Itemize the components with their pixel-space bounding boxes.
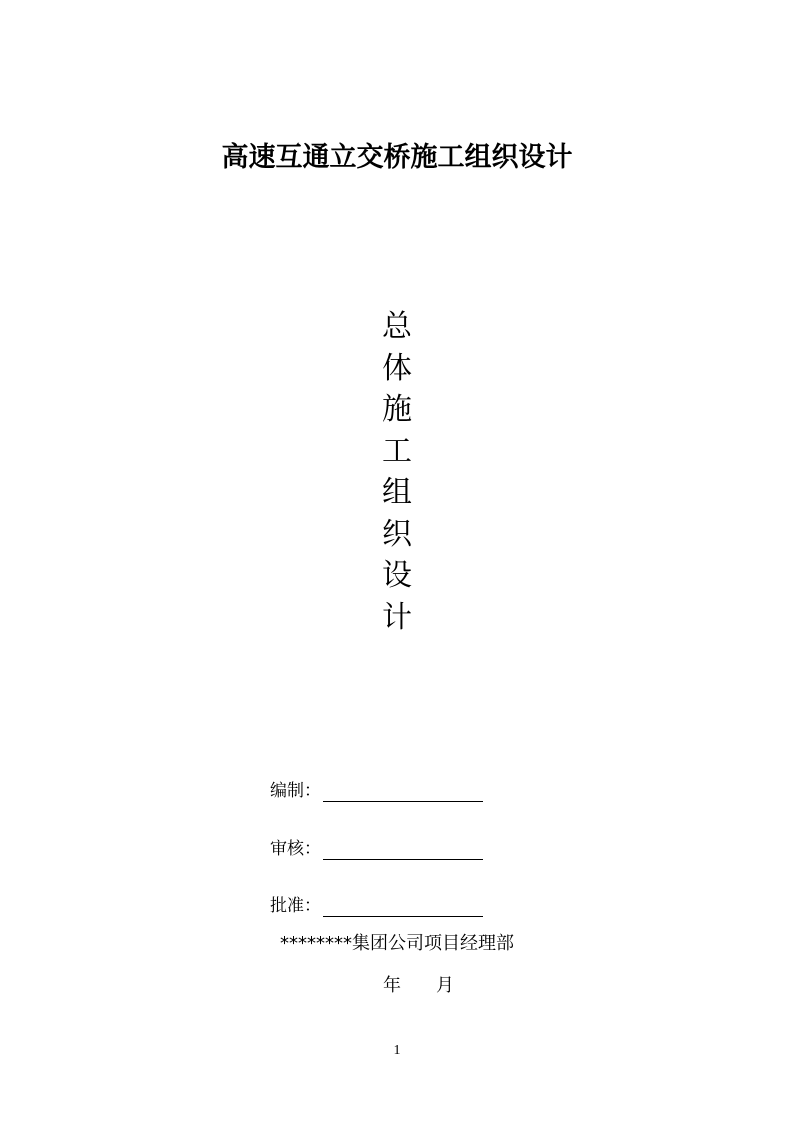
vertical-subtitle [377, 306, 417, 638]
vertical-subtitle-char: 计 [382, 599, 412, 635]
date-line [383, 973, 454, 999]
page-number: 1 [393, 1043, 401, 1058]
signature-line-reviewed [323, 837, 483, 860]
vertical-subtitle-char: 组 [382, 475, 412, 510]
signature-row-reviewed [270, 834, 483, 860]
vertical-subtitle-char: 总 [382, 309, 412, 344]
vertical-subtitle-char: 施 [382, 392, 412, 427]
date-year-label: 年 [383, 975, 401, 996]
signature-label-reviewed: 审核： [270, 839, 321, 859]
organization-name: ********集团公司项目经理部 [280, 933, 514, 954]
vertical-subtitle-char: 体 [382, 350, 412, 386]
signature-line-compiled [323, 779, 483, 802]
signature-row-compiled [270, 776, 483, 802]
vertical-subtitle-char: 工 [382, 433, 412, 469]
signature-label-approved: 批准： [270, 896, 321, 916]
date-month-label: 月 [436, 975, 454, 996]
signature-row-approved [270, 891, 483, 917]
signature-line-approved [323, 894, 483, 917]
vertical-subtitle-char: 织 [382, 516, 412, 552]
document-title: 高速互通立交桥施工组织设计 [221, 142, 573, 173]
vertical-subtitle-char: 设 [382, 558, 412, 593]
signature-label-compiled: 编制： [270, 781, 321, 801]
